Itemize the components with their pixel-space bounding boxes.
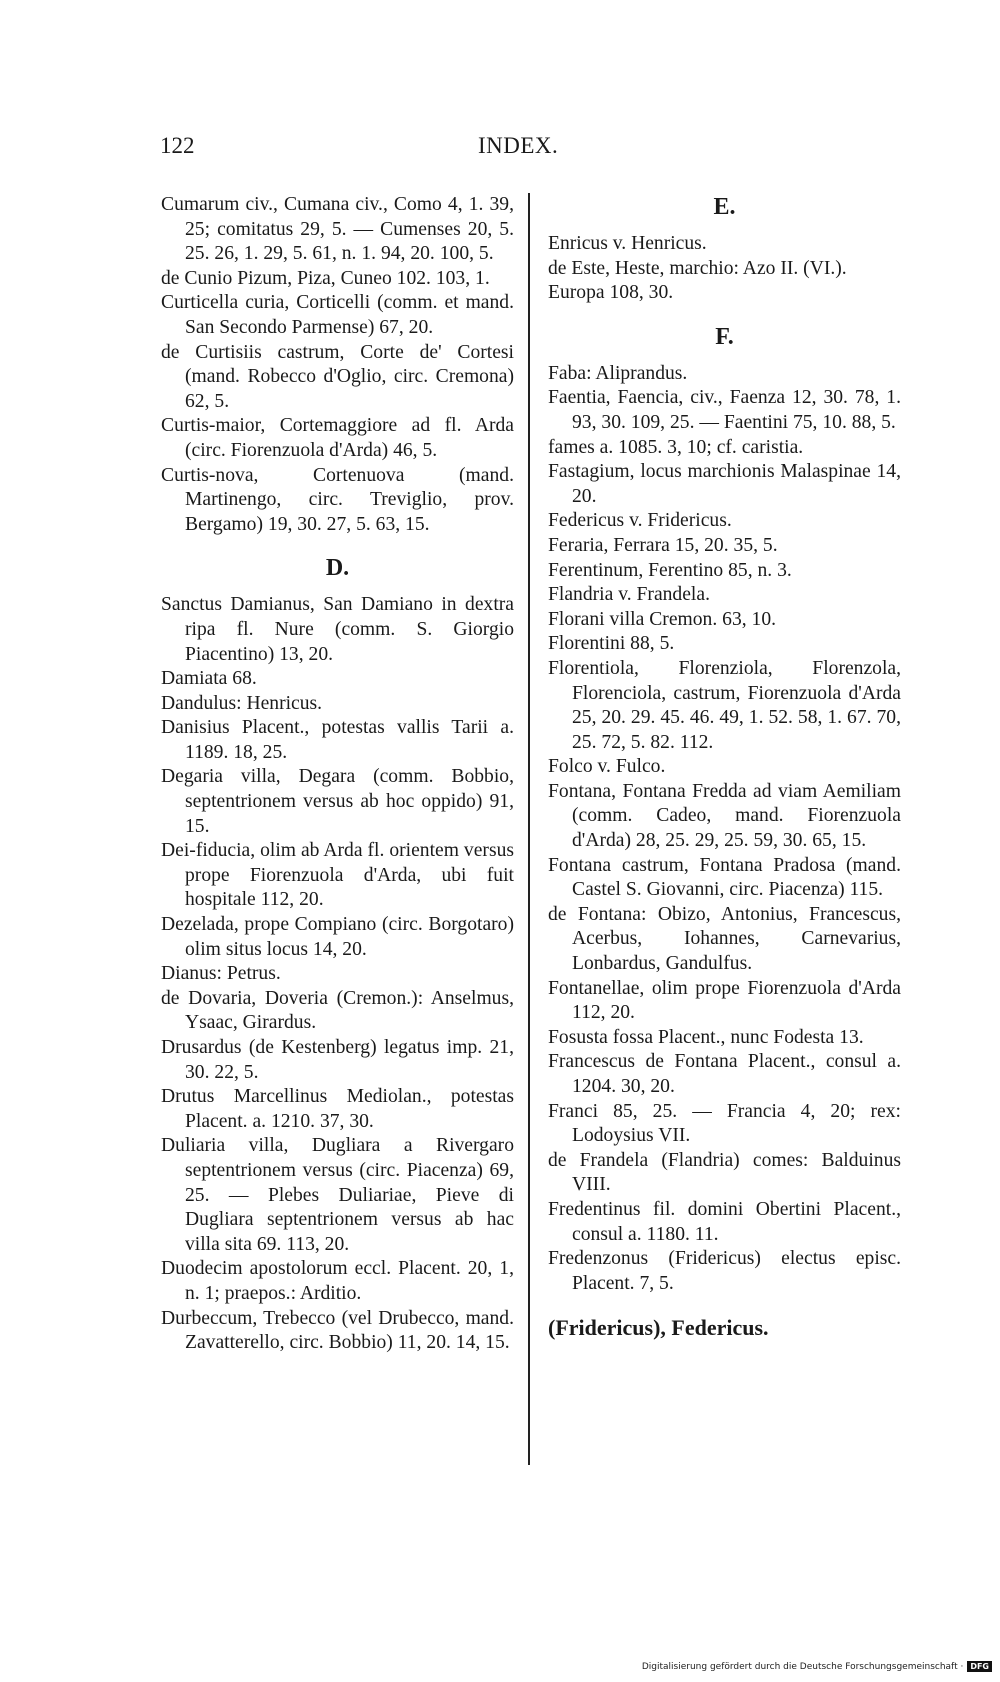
index-entry: Drutus Marcellinus Mediolan., potestas Placent. a. 1210. 37, 30. [161, 1086, 514, 1132]
index-entry: Dandulus: Henricus. [161, 692, 323, 714]
index-entry: Faba: Aliprandus. [548, 362, 688, 384]
index-entry: Durbeccum, Trebecco (vel Drubecco, mand. Zavatterello, circ. Bobbio) 11, 20. 14, 15. [161, 1307, 514, 1354]
index-entry: de Dovaria, Doveria (Cremon.): Anselmus, Ysaac, Girardus. [161, 987, 514, 1034]
credit-text: Digitalisierung gefördert durch die Deutsche Forschungsgemeinschaft · [641, 1662, 964, 1672]
index-entry: Dezelada, prope Compiano (circ. Borgotaro) olim situs locus 14, 20. [161, 914, 514, 960]
index-entry: Flandria v. Frandela. [548, 584, 710, 606]
index-entry: Fontanellae, olim prope Fiorenzuola d'Arda 112, 20. [548, 977, 901, 1024]
running-title: INDEX. [478, 133, 559, 158]
index-entry: Cumarum civ., Cumana civ., Como 4, 1. 39, 25; comitatus 29, 5. — Cumenses 20, 5. 25. 26, 1. 29, 5. 61, n. 1. 94, 20. 100, 5. [161, 194, 514, 265]
index-column-left [161, 193, 514, 1356]
index-entry: Degaria villa, Degara (comm. Bobbio, septentrionem versus ab hoc oppido) 91, 15. [161, 766, 514, 837]
index-column-right [548, 193, 901, 1341]
index-entry: Dei-fiducia, olim ab Arda fl. orientem versus prope Fiorenzuola d'Arda, ubi fuit hospitale 112, 20. [161, 840, 514, 911]
index-entry: Curtis-maior, Cortemaggiore ad fl. Arda (circ. Fiorenzuola d'Arda) 46, 5. [161, 415, 514, 461]
index-entry: Sanctus Damianus, San Damiano in dextra ripa fl. Nure (comm. S. Giorgio Piacentino) 13, 20. [161, 594, 514, 665]
page-number: 122 [160, 133, 195, 158]
page-header [0, 133, 1000, 169]
index-entry: Florentini 88, 5. [548, 633, 675, 655]
index-heading: (Fridericus), Federicus. [548, 1315, 769, 1341]
index-entry: Drusardus (de Kestenberg) legatus imp. 21, 30. 22, 5. [161, 1037, 514, 1083]
index-entry: Fastagium, locus marchionis Malaspinae 14, 20. [548, 461, 901, 507]
index-entry: de Frandela (Flandria) comes: Balduinus VIII. [548, 1149, 901, 1196]
column-divider [528, 193, 530, 1465]
index-entry: Fredenzonus (Fridericus) electus episc. Placent. 7, 5. [548, 1248, 901, 1294]
index-entry: Franci 85, 25. — Francia 4, 20; rex: Lodoysius VII. [548, 1100, 901, 1147]
index-entry: Damiata 68. [161, 668, 257, 690]
index-entry: Feraria, Ferrara 15, 20. 35, 5. [548, 534, 778, 556]
index-entry: Fredentinus fil. domini Obertini Placent., consul a. 1180. 11. [548, 1198, 901, 1245]
index-entry: fames a. 1085. 3, 10; cf. caristia. [548, 436, 804, 458]
index-entry: de Este, Heste, marchio: Azo II. (VI.). [548, 257, 847, 279]
index-entry: Faentia, Faencia, civ., Faenza 12, 30. 78, 1. 93, 30. 109, 25. — Faentini 75, 10. 88, 5. [548, 387, 901, 433]
dfg-logo: DFG [967, 1661, 992, 1672]
index-entry: de Cunio Pizum, Piza, Cuneo 102. 103, 1. [161, 267, 490, 289]
section-letter: E. [713, 194, 736, 220]
index-entry: Enricus v. Henricus. [548, 233, 707, 254]
index-entry: Folco v. Fulco. [548, 756, 666, 778]
index-entry: Florani villa Cremon. 63, 10. [548, 608, 777, 630]
index-entry: Curtis-nova, Cortenuova (mand. Martinengo, circ. Treviglio, prov. Bergamo) 19, 30. 27, 5. 63, 15. [161, 464, 514, 535]
digitization-credit [642, 1661, 992, 1672]
index-entry: de Fontana: Obizo, Antonius, Francescus, Acerbus, Iohannes, Carnevarius, Lonbardus, Gandulfus. [548, 903, 901, 975]
section-letter: D. [325, 555, 350, 582]
index-entry: Fosusta fossa Placent., nunc Fodesta 13. [548, 1026, 864, 1048]
index-entry: Fontana castrum, Fontana Pradosa (mand. Castel S. Giovanni, circ. Piacenza) 115. [548, 854, 901, 901]
index-entry: Fontana, Fontana Fredda ad viam Aemiliam (comm. Cadeo, mand. Fiorenzuola d'Arda) 28, 25. 29, 25. 59, 30. 65, 15. [548, 780, 901, 852]
index-entry: Europa 108, 30. [548, 282, 674, 304]
index-entry: Curticella curia, Corticelli (comm. et mand. San Secondo Parmense) 67, 20. [161, 292, 514, 338]
index-entry: de Curtisiis castrum, Corte de' Cortesi (mand. Robecco d'Oglio, circ. Cremona) 62, 5. [161, 341, 514, 412]
index-entry: Duliaria villa, Dugliara a Rivergaro septentrionem versus (circ. Piacenza) 69, 25. — Plebes Duliariae, Pieve di Dugliara septentrionem versus ab hac villa sita 69. 113, 20. [161, 1135, 514, 1255]
index-entry: Ferentinum, Ferentino 85, n. 3. [548, 559, 792, 581]
index-entry: Duodecim apostolorum eccl. Placent. 20, 1, n. 1; praepos.: Arditio. [161, 1258, 514, 1304]
index-entry: Dianus: Petrus. [161, 963, 281, 985]
section-letter: F. [715, 323, 734, 350]
index-entry: Federicus v. Fridericus. [548, 510, 732, 532]
index-entry: Danisius Placent., potestas vallis Tarii a. 1189. 18, 25. [161, 717, 514, 763]
index-entry: Francescus de Fontana Placent., consul a. 1204. 30, 20. [548, 1051, 901, 1097]
index-entry: Florentiola, Florenziola, Florenzola, Florenciola, castrum, Fiorenzuola d'Arda 25, 20. 29. 45. 46. 49, 1. 52. 58, 1. 67. 70, 25. 72, 5. 82. 112. [548, 657, 901, 753]
